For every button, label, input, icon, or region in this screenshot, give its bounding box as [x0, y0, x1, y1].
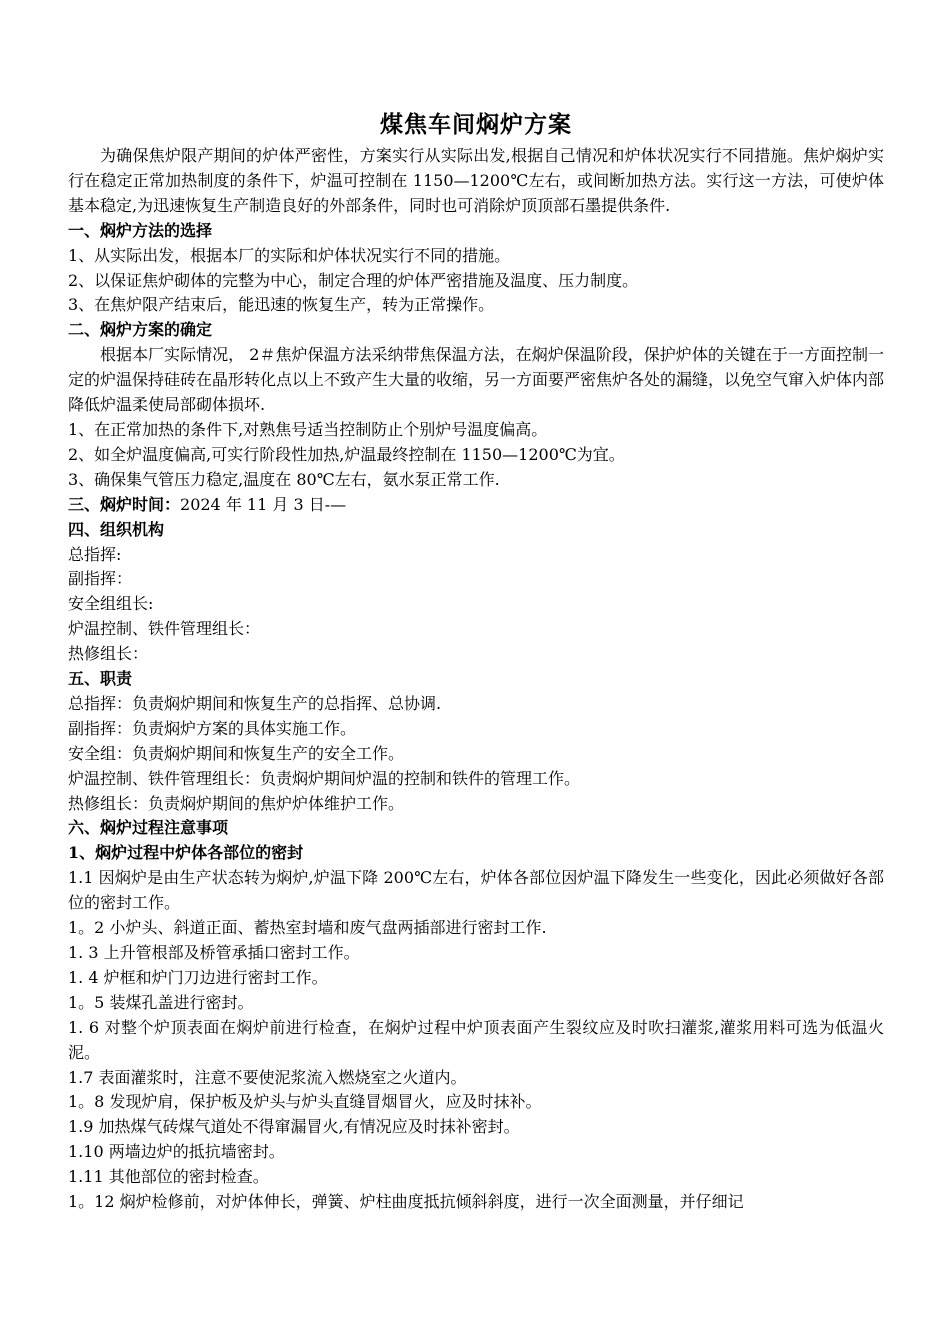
section-6-heading: 六、焖炉过程注意事项	[68, 818, 229, 838]
intro-paragraph: 为确保焦炉限产期间的炉体严密性，方案实行从实际出发,根据自己情况和炉体状况实行不同措施。焦炉焖炉实行在稳定正常加热制度的条件下，炉温可控制在 1150—1200℃左右，或间断加热方法。实行这一方法，可使炉体基本稳定,为迅速恢复生产制造良好的外部条件，同时也可消除炉顶顶部石墨提供条件.	[68, 146, 884, 215]
duty-item: 热修组长：负责焖炉期间的焦炉炉体维护工作。	[68, 793, 405, 813]
section-3-value: 2024 年 11 月 3 日-—	[180, 494, 347, 514]
note-item: 1. 4 炉框和炉门刀边进行密封工作。	[68, 967, 328, 987]
section-1-item: 1、从实际出发，根据本厂的实际和炉体状况实行不同的措施。	[68, 245, 511, 265]
note-item: 1. 3 上升管根部及桥管承插口密封工作。	[68, 943, 360, 962]
section-2-heading: 二、焖炉方案的确定	[68, 320, 213, 340]
section-5-heading: 五、职责	[68, 669, 133, 689]
org-role: 安全组组长:	[68, 594, 154, 614]
note-item: 1.11 其他部位的密封检查。	[68, 1167, 269, 1187]
section-6-subheading: 1、焖炉过程中炉体各部位的密封	[68, 843, 304, 863]
note-item: 1。5 装煤孔盖进行密封。	[68, 992, 254, 1012]
note-item: 1.7 表面灌浆时，注意不要使泥浆流入燃烧室之火道内。	[68, 1067, 467, 1087]
note-1-6: 1. 6 对整个炉顶表面在焖炉前进行检查，在焖炉过程中炉顶表面产生裂纹应及时吹扫灌浆,灌浆用料可选为低温火泥。	[68, 1017, 884, 1062]
section-3-heading: 三、焖炉时间：	[68, 494, 181, 514]
document-title: 煤焦车间焖炉方案	[380, 111, 572, 138]
note-item: 1.10 两墙边炉的抵抗墙密封。	[68, 1142, 285, 1162]
note-item: 1。8 发现炉肩，保护板及炉头与炉头直缝冒烟冒火，应及时抹补。	[68, 1092, 542, 1112]
section-2-item: 1、在正常加热的条件下,对熟焦号适当控制防止个别炉号温度偏高。	[68, 419, 548, 439]
note-item: 1。2 小炉头、斜道正面、蓄热室封墙和废气盘两插部进行密封工作.	[68, 918, 547, 938]
section-1-heading: 一、焖炉方法的选择	[68, 220, 213, 240]
section-2-item: 3、确保集气管压力稳定,温度在 80℃左右，氨水泵正常工作.	[68, 469, 500, 489]
org-role: 总指挥:	[68, 544, 122, 564]
org-role: 炉温控制、铁件管理组长：	[68, 619, 261, 639]
duty-item: 安全组：负责焖炉期间和恢复生产的安全工作。	[68, 743, 405, 763]
org-role: 副指挥：	[68, 569, 133, 589]
section-2-paragraph: 根据本厂实际情况， 2＃焦炉保温方法采纳带焦保温方法，在焖炉保温阶段，保护炉体的关键在于一方面控制一定的炉温保持硅砖在晶形转化点以上不致产生大量的收缩，另一方面要严密焦炉各处的漏缝，以免空气窜入炉体内部降低炉温柔使局部砌体损坏.	[68, 345, 885, 415]
section-4-heading: 四、组织机构	[68, 519, 165, 539]
note-item: 1.9 加热煤气砖煤气道处不得窜漏冒火,有情况应及时抹补密封。	[68, 1117, 520, 1137]
section-2-item: 2、如全炉温度偏高,可实行阶段性加热,炉温最终控制在 1150—1200℃为宜。	[68, 444, 625, 464]
section-1-item: 2、以保证焦炉砌体的完整为中心，制定合理的炉体严密措施及温度、压力制度。	[68, 270, 639, 290]
org-role: 热修组长：	[68, 644, 149, 664]
note-1-1: 1.1 因焖炉是由生产状态转为焖炉,炉温下降 200℃左右，炉体各部位因炉温下降发生一些变化，因此必须做好各部位的密封工作。	[68, 868, 884, 913]
note-item: 1。12 焖炉检修前，对炉体伸长，弹簧、炉柱曲度抵抗倾斜斜度，进行一次全面测量，并仔细记	[68, 1192, 744, 1212]
section-3-line	[68, 493, 884, 518]
section-1-item: 3、在焦炉限产结束后，能迅速的恢复生产，转为正常操作。	[68, 295, 495, 315]
document-page	[68, 108, 884, 1215]
duty-item: 炉温控制、铁件管理组长：负责焖炉期间炉温的控制和铁件的管理工作。	[68, 768, 581, 788]
duty-item: 副指挥：负责焖炉方案的具体实施工作。	[68, 718, 357, 738]
duty-item: 总指挥：负责焖炉期间和恢复生产的总指挥、总协调.	[68, 693, 442, 713]
